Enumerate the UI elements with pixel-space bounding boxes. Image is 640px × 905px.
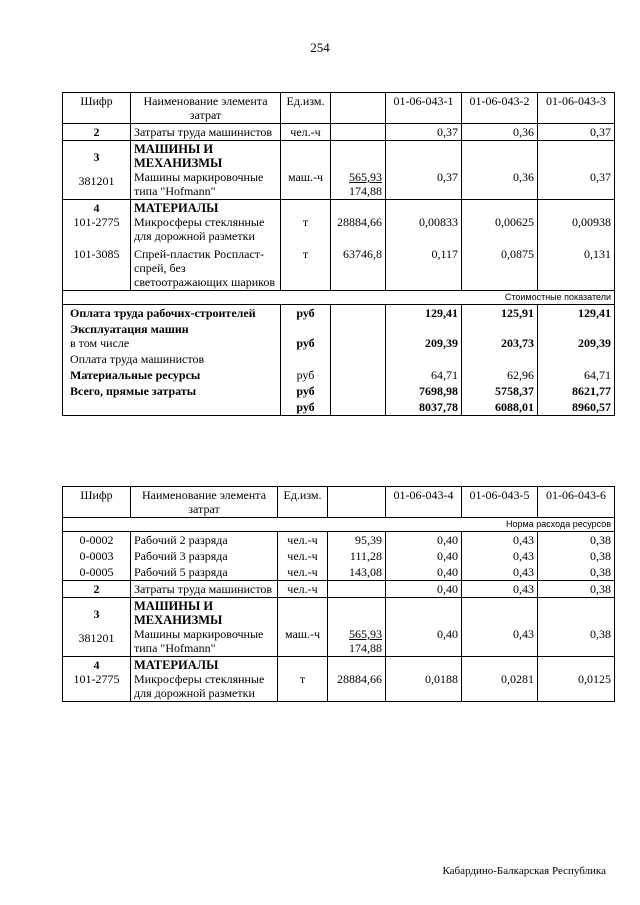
section-title: МАТЕРИАЛЫ — [134, 201, 219, 215]
norm-row — [63, 518, 615, 532]
row-price — [328, 598, 386, 657]
row-code — [63, 141, 131, 200]
row-code — [63, 200, 131, 291]
row-value-1: 0,40 — [386, 581, 462, 598]
header-col3: 01-06-043-6 — [538, 487, 615, 518]
section-code: 4 — [93, 201, 100, 215]
header-col3: 01-06-043-3 — [538, 93, 615, 124]
row-value-3: 0,38 — [538, 581, 615, 598]
section-code: 4 — [93, 658, 100, 672]
row-value-3: 0,38 0,38 0,38 — [538, 532, 615, 581]
header-code: Шифр — [63, 93, 131, 124]
row-value-3: 0,37 — [538, 141, 615, 200]
row-value-1: 0,40 — [386, 598, 462, 657]
item-code: 101-3085 — [73, 247, 120, 261]
header-name: Наименование элемента затрат — [131, 93, 281, 124]
cost-indicators-label: Стоимостные показатели — [63, 291, 615, 305]
row-value-1: 0,40 0,40 0,40 — [386, 532, 462, 581]
row-value-3: 0,0125 — [538, 657, 615, 702]
row-unit: чел.-ч чел.-ч чел.-ч — [278, 532, 328, 581]
price-bottom: 174,88 — [349, 641, 382, 655]
price-top: 565,93 — [349, 627, 382, 641]
item-name: Машины маркировочные типа "Hofmann" — [134, 170, 264, 198]
header-price — [331, 93, 386, 124]
header-col2: 01-06-043-5 — [462, 487, 538, 518]
row-value-2: 0,00625 0,0875 — [462, 200, 538, 291]
row-value-2: 0,43 0,43 0,43 — [462, 532, 538, 581]
row-value-2: 0,36 — [462, 141, 538, 200]
table-row-machines — [63, 141, 615, 200]
table-header-row — [63, 487, 615, 518]
row-name — [131, 657, 278, 702]
section-title: МАТЕРИАЛЫ — [134, 658, 219, 672]
table-row-materials — [63, 200, 615, 291]
row-value-1: 0,37 — [386, 141, 462, 200]
row-price: 28884,66 — [328, 657, 386, 702]
header-name: Наименование элемента затрат — [131, 487, 278, 518]
header-col1: 01-06-043-4 — [386, 487, 462, 518]
row-price — [328, 581, 386, 598]
price-bottom: 174,88 — [349, 184, 382, 198]
row-value-1: 0,00833 0,117 — [386, 200, 462, 291]
item-code: 101-2775 — [73, 672, 120, 686]
item-name: Микросферы стеклянные для дорожной разметки — [134, 215, 265, 243]
row-unit: т — [278, 657, 328, 702]
item-code: 381201 — [78, 174, 115, 188]
row-unit: т т — [281, 200, 331, 291]
table-row-materials — [63, 657, 615, 702]
norm-label: Норма расхода ресурсов — [63, 518, 615, 532]
page-number: 254 — [310, 40, 330, 55]
row-name — [131, 141, 281, 200]
section-title: МАШИНЫ И МЕХАНИЗМЫ — [134, 599, 223, 627]
summary-values-1: 129,41 209,39 64,71 7698,98 8037,78 — [386, 305, 462, 416]
row-code: 0-0002 0-0003 0-0005 — [63, 532, 131, 581]
table-row-machines — [63, 598, 615, 657]
summary-values-2: 125,91 203,73 62,96 5758,37 6088,01 — [462, 305, 538, 416]
row-value-2: 0,36 — [462, 124, 538, 141]
header-code: Шифр — [63, 487, 131, 518]
price-top: 565,93 — [349, 170, 382, 184]
header-unit: Ед.изм. — [278, 487, 328, 518]
row-value-2: 0,43 — [462, 581, 538, 598]
row-unit: маш.-ч — [281, 141, 331, 200]
cost-table-2 — [62, 486, 615, 702]
table-row-labor — [63, 124, 615, 141]
row-unit: чел.-ч — [278, 581, 328, 598]
cost-table-1 — [62, 92, 615, 416]
row-unit: чел.-ч — [281, 124, 331, 141]
row-value-2: 0,43 — [462, 598, 538, 657]
header-price — [328, 487, 386, 518]
row-code — [63, 657, 131, 702]
row-code: 2 — [63, 124, 131, 141]
section-code: 3 — [93, 150, 100, 164]
item-name: Спрей-пластик Роспласт-спрей, без светоотражающих шариков — [134, 247, 276, 289]
row-name — [131, 200, 281, 291]
row-price — [331, 124, 386, 141]
row-name: Рабочий 2 разряда Рабочий 3 разряда Рабочий 5 разряда — [131, 532, 278, 581]
summary-block — [63, 305, 615, 416]
row-value-3: 0,37 — [538, 124, 615, 141]
item-code: 101-2775 — [73, 215, 120, 229]
row-value-2: 0,0281 — [462, 657, 538, 702]
footer-region: Кабардино-Балкарская Республика — [442, 865, 606, 877]
row-value-1: 0,0188 — [386, 657, 462, 702]
table-row-workers — [63, 532, 615, 581]
row-name: Затраты труда машинистов — [131, 124, 281, 141]
row-code — [63, 598, 131, 657]
summary-values-3: 129,41 209,39 64,71 8621,77 8960,57 — [538, 305, 615, 416]
section-code: 3 — [93, 607, 100, 621]
row-value-3: 0,38 — [538, 598, 615, 657]
summary-price — [331, 305, 386, 416]
summary-names: Оплата труда рабочих-строителей Эксплуатация машин в том числе Оплата труда машинистов Материальные ресурсы Всего, прямые затраты — [63, 305, 281, 416]
row-price — [331, 141, 386, 200]
row-unit: маш.-ч — [278, 598, 328, 657]
item-code: 381201 — [78, 631, 115, 645]
header-col2: 01-06-043-2 — [462, 93, 538, 124]
row-value-1: 0,37 — [386, 124, 462, 141]
row-name — [131, 598, 278, 657]
summary-units: руб руб руб руб руб — [281, 305, 331, 416]
section-title: МАШИНЫ И МЕХАНИЗМЫ — [134, 142, 223, 170]
cost-indicators-row — [63, 291, 615, 305]
row-value-3: 0,00938 0,131 — [538, 200, 615, 291]
table-row-labor — [63, 581, 615, 598]
row-price: 28884,66 63746,8 — [331, 200, 386, 291]
row-code: 2 — [63, 581, 131, 598]
header-col1: 01-06-043-1 — [386, 93, 462, 124]
row-name: Затраты труда машинистов — [131, 581, 278, 598]
item-name: Машины маркировочные типа "Hofmann" — [134, 627, 264, 655]
row-price: 95,39 111,28 143,08 — [328, 532, 386, 581]
table-header-row — [63, 93, 615, 124]
header-unit: Ед.изм. — [281, 93, 331, 124]
item-name: Микросферы стеклянные для дорожной разметки — [134, 672, 265, 700]
